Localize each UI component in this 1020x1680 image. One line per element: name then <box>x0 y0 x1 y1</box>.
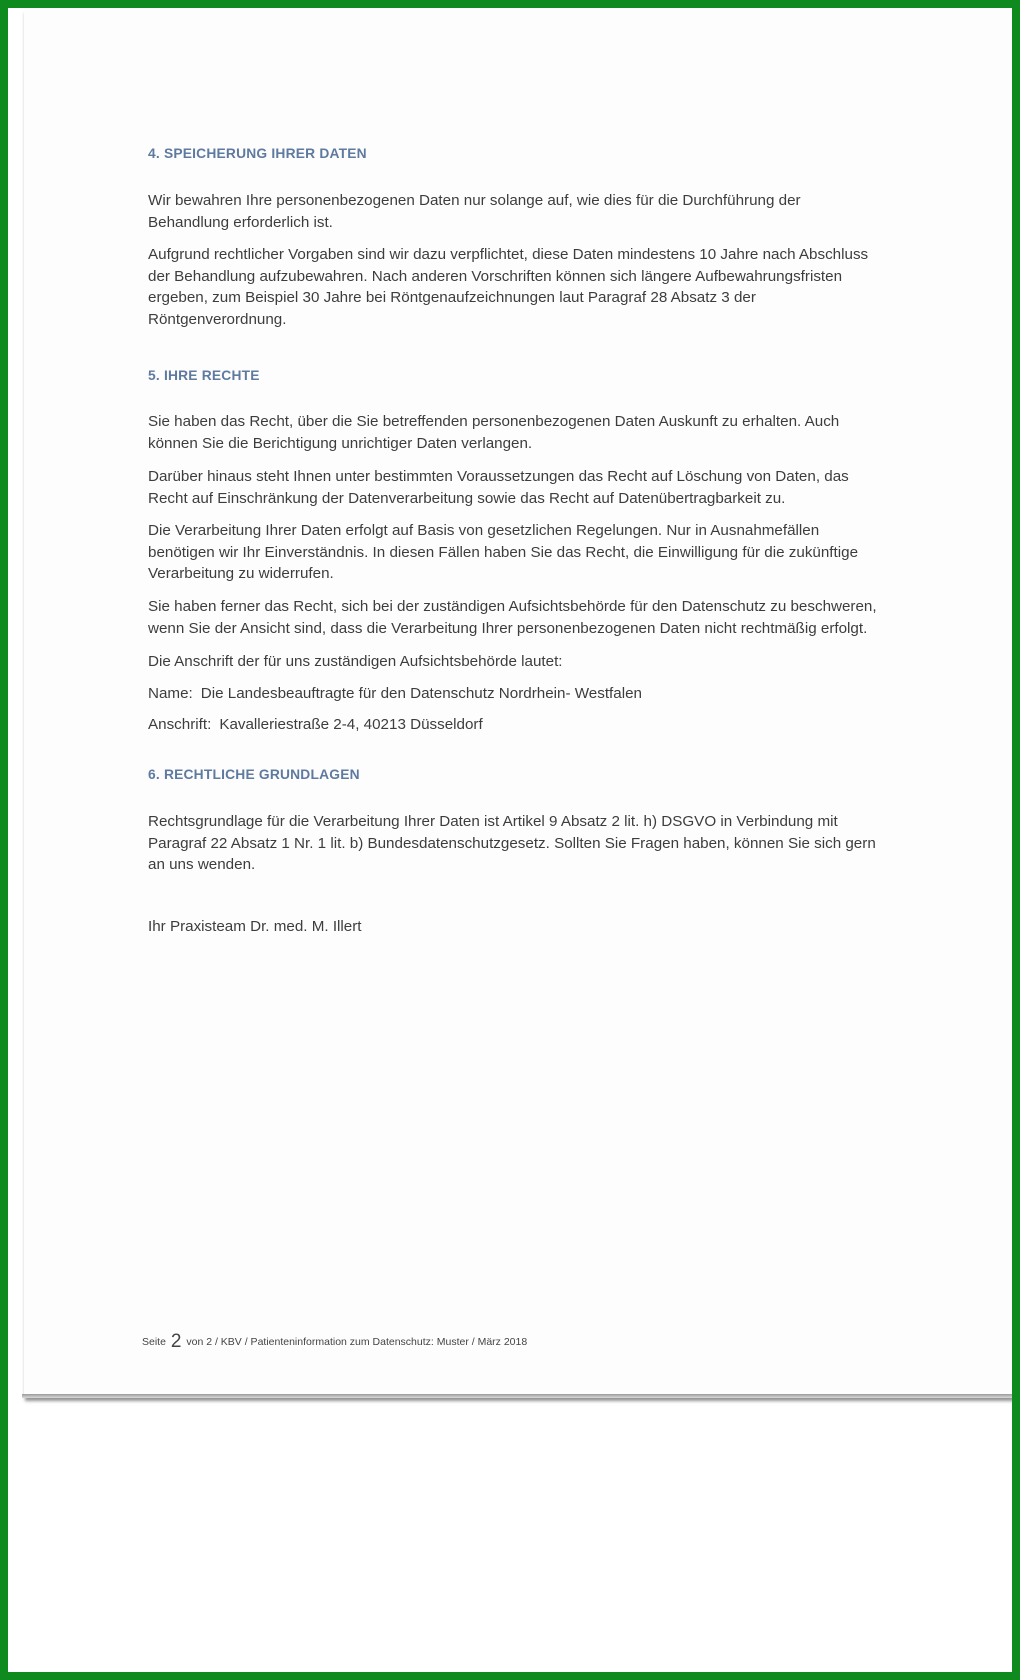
text-line: an uns wenden. <box>148 856 256 873</box>
footer-prefix: Seite <box>142 1336 166 1348</box>
footer-suffix: von 2 / KBV / Patienteninformation zum Datenschutz: Muster / März 2018 <box>186 1336 528 1348</box>
section-4-paragraph-1 <box>148 190 948 233</box>
section-4-paragraph-2 <box>148 244 948 330</box>
section-5-paragraph-5 <box>148 651 948 673</box>
signature <box>148 916 948 938</box>
text-line: Behandlung erforderlich ist. <box>148 213 333 231</box>
text-line: Rechtsgrundlage für die Verarbeitung Ihrer Daten ist Artikel 9 Absatz 2 lit. h) DSGVO in Verbindung mit <box>148 813 838 830</box>
footer-page-number: 2 <box>170 1331 182 1352</box>
section-5-paragraph-1 <box>148 411 948 454</box>
text-line <box>148 683 948 705</box>
text-line: können Sie die Berichtigung unrichtiger Daten verlangen. <box>148 434 533 452</box>
page-footer <box>142 1331 527 1353</box>
text-line: Die Anschrift der für uns zuständigen Aufsichtsbehörde lautet: <box>148 653 563 670</box>
text-line: benötigen wir Ihr Einverständnis. In diesen Fällen haben Sie das Recht, die Einwilligung für die zukünftige <box>148 543 859 561</box>
text-line: Sie haben das Recht, über die Sie betreffenden personenbezogenen Daten Auskunft zu erhalten. Auch <box>148 413 840 430</box>
document-page <box>24 8 1016 1398</box>
name-value: Die Landesbeauftragte für den Datenschutz Nordrhein- Westfalen <box>200 685 642 702</box>
text-line: Sie haben ferner das Recht, sich bei der zuständigen Aufsichtsbehörde für den Datenschutz zu beschweren, <box>148 598 877 615</box>
text-line: Recht auf Einschränkung der Datenverarbeitung sowie das Recht auf Datenübertragbarkeit zu. <box>148 489 786 507</box>
section-6-paragraph-1 <box>148 811 948 876</box>
text-line: der Behandlung aufzubewahren. Nach anderen Vorschriften können sich längere Aufbewahrungsfristen <box>148 267 843 285</box>
text-line <box>148 714 948 736</box>
address-label: Anschrift: <box>148 716 212 733</box>
text-line: Röntgenverordnung. <box>148 310 287 328</box>
name-label: Name: <box>148 685 193 702</box>
page-edge-shadow <box>22 1394 1016 1398</box>
section-5-paragraph-3 <box>148 520 948 585</box>
text-line: Verarbeitung zu widerrufen. <box>148 565 334 582</box>
text-line: Aufgrund rechtlicher Vorgaben sind wir dazu verpflichtet, diese Daten mindestens 10 Jahre nach Abschluss <box>148 246 869 263</box>
text-line: ergeben, zum Beispiel 30 Jahre bei Röntgenaufzeichnungen laut Paragraf 28 Absatz 3 der <box>148 289 756 306</box>
section-4-heading: 4. SPEICHERUNG IHRER DATEN <box>148 146 367 161</box>
text-line: wenn Sie der Ansicht sind, dass die Verarbeitung Ihrer personenbezogenen Daten nicht rechtmäßig erfolgt. <box>148 619 868 637</box>
authority-address-row <box>148 714 948 736</box>
text-line: Darüber hinaus steht Ihnen unter bestimmten Voraussetzungen das Recht auf Löschung von Daten, das <box>148 468 849 485</box>
text-line: Ihr Praxisteam Dr. med. M. Illert <box>148 918 362 935</box>
address-value: Kavalleriestraße 2-4, 40213 Düsseldorf <box>219 716 483 733</box>
section-5-paragraph-4 <box>148 596 948 639</box>
authority-name-row <box>148 683 948 705</box>
text-line: Wir bewahren Ihre personenbezogenen Daten nur solange auf, wie dies für die Durchführung der <box>148 192 801 209</box>
text-line: Die Verarbeitung Ihrer Daten erfolgt auf Basis von gesetzlichen Regelungen. Nur in Ausnahmefällen <box>148 522 820 539</box>
text-line: Paragraf 22 Absatz 1 Nr. 1 lit. b) Bundesdatenschutzgesetz. Sollten Sie Fragen haben, können Sie sich gern <box>148 834 876 852</box>
section-6-heading: 6. RECHTLICHE GRUNDLAGEN <box>148 767 360 782</box>
section-5-heading: 5. IHRE RECHTE <box>148 368 260 383</box>
section-5-paragraph-2 <box>148 466 948 509</box>
